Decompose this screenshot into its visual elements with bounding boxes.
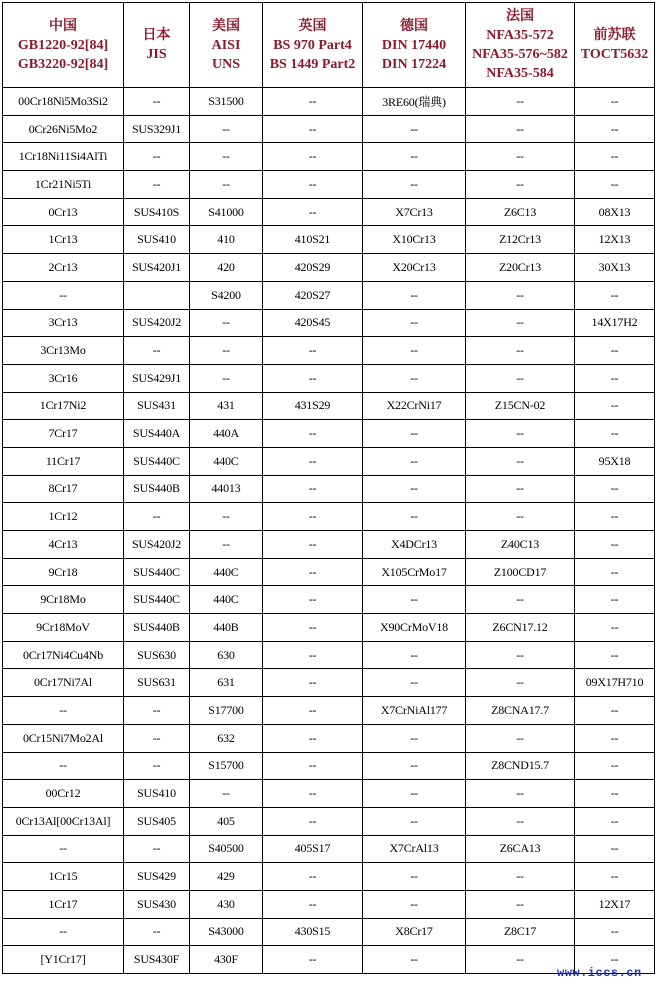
cell-germany: X105CrMo17	[363, 558, 466, 586]
cell-uk: --	[263, 475, 363, 503]
cell-china: 0Cr13Al[00Cr13Al]	[3, 807, 124, 835]
cell-uk: --	[263, 641, 363, 669]
cell-japan: SUS420J2	[124, 309, 190, 337]
cell-usa: 430	[190, 890, 263, 918]
cell-japan: SUS631	[124, 669, 190, 697]
cell-germany: --	[363, 780, 466, 808]
cell-usa: S40500	[190, 835, 263, 863]
cell-china: 0Cr17Ni7Al	[3, 669, 124, 697]
cell-ussr: --	[575, 558, 655, 586]
cell-usa: 420	[190, 254, 263, 282]
site-watermark: www.iccs.cn	[557, 966, 642, 980]
cell-china: --	[3, 752, 124, 780]
cell-china: 0Cr15Ni7Mo2Al	[3, 724, 124, 752]
cell-france: --	[466, 807, 575, 835]
cell-japan	[124, 281, 190, 309]
cell-france: Z8CND15.7	[466, 752, 575, 780]
cell-germany: X8Cr17	[363, 918, 466, 946]
cell-usa: 440B	[190, 614, 263, 642]
header-usa: 美国 AISI UNS	[190, 3, 263, 88]
cell-japan: --	[124, 752, 190, 780]
cell-china: 8Cr17	[3, 475, 124, 503]
cell-uk: --	[263, 88, 363, 116]
table-row	[3, 337, 655, 365]
cell-ussr: --	[575, 115, 655, 143]
table-row	[3, 697, 655, 725]
cell-germany: --	[363, 890, 466, 918]
cell-china: 1Cr21Ni5Ti	[3, 171, 124, 199]
cell-uk: --	[263, 171, 363, 199]
table-row	[3, 863, 655, 891]
cell-france: Z100CD17	[466, 558, 575, 586]
cell-japan: --	[124, 918, 190, 946]
cell-japan: SUS431	[124, 392, 190, 420]
cell-china: 2Cr13	[3, 254, 124, 282]
cell-uk: --	[263, 669, 363, 697]
cell-usa: 44013	[190, 475, 263, 503]
cell-usa: 440C	[190, 586, 263, 614]
cell-china: 11Cr17	[3, 447, 124, 475]
cell-uk: --	[263, 614, 363, 642]
table-row	[3, 918, 655, 946]
table-row	[3, 420, 655, 448]
cell-japan: --	[124, 171, 190, 199]
cell-ussr: 09X17H710	[575, 669, 655, 697]
header-uk: 英国 BS 970 Part4 BS 1449 Part2	[263, 3, 363, 88]
cell-germany: X90CrMoV18	[363, 614, 466, 642]
cell-china: 0Cr13	[3, 198, 124, 226]
cell-usa: 630	[190, 641, 263, 669]
cell-uk: --	[263, 780, 363, 808]
cell-uk: 420S29	[263, 254, 363, 282]
header-japan: 日本 JIS	[124, 3, 190, 88]
cell-china: 1Cr15	[3, 863, 124, 891]
table-row	[3, 835, 655, 863]
cell-ussr: --	[575, 586, 655, 614]
cell-uk: --	[263, 503, 363, 531]
cell-france: Z40C13	[466, 531, 575, 559]
cell-usa: 440C	[190, 558, 263, 586]
cell-uk: --	[263, 807, 363, 835]
table-row	[3, 115, 655, 143]
cell-japan: SUS440C	[124, 558, 190, 586]
cell-japan: SUS420J2	[124, 531, 190, 559]
cell-france: Z15CN-02	[466, 392, 575, 420]
cell-ussr: --	[575, 697, 655, 725]
cell-ussr: --	[575, 475, 655, 503]
cell-japan: SUS329J1	[124, 115, 190, 143]
cell-germany: --	[363, 115, 466, 143]
cell-uk: --	[263, 447, 363, 475]
cell-china: 00Cr12	[3, 780, 124, 808]
table-row	[3, 807, 655, 835]
cell-china: 0Cr17Ni4Cu4Nb	[3, 641, 124, 669]
cell-ussr: --	[575, 364, 655, 392]
cell-usa: --	[190, 364, 263, 392]
cell-china: 1Cr12	[3, 503, 124, 531]
cell-france: --	[466, 88, 575, 116]
cell-france: --	[466, 281, 575, 309]
cell-germany: --	[363, 586, 466, 614]
cell-china: 1Cr13	[3, 226, 124, 254]
cell-japan: --	[124, 724, 190, 752]
cell-usa: 440A	[190, 420, 263, 448]
cell-japan: --	[124, 697, 190, 725]
table-row	[3, 614, 655, 642]
cell-ussr: 12X17	[575, 890, 655, 918]
cell-france: --	[466, 724, 575, 752]
cell-china: [Y1Cr17]	[3, 946, 124, 974]
cell-ussr: --	[575, 614, 655, 642]
cell-china: 0Cr26Ni5Mo2	[3, 115, 124, 143]
cell-ussr: --	[575, 724, 655, 752]
cell-uk: --	[263, 364, 363, 392]
header-ussr: 前苏联 TOCT5632	[575, 3, 655, 88]
cell-japan: --	[124, 835, 190, 863]
table-row	[3, 447, 655, 475]
cell-france: Z6CA13	[466, 835, 575, 863]
cell-japan: --	[124, 503, 190, 531]
cell-usa: S4200	[190, 281, 263, 309]
cell-uk: --	[263, 420, 363, 448]
cell-usa: --	[190, 337, 263, 365]
table-row	[3, 780, 655, 808]
cell-japan: SUS440A	[124, 420, 190, 448]
cell-ussr: --	[575, 531, 655, 559]
cell-germany: X7CrNiAl177	[363, 697, 466, 725]
table-row	[3, 475, 655, 503]
cell-ussr: 12X13	[575, 226, 655, 254]
cell-ussr: 08X13	[575, 198, 655, 226]
cell-uk: --	[263, 946, 363, 974]
cell-ussr: 30X13	[575, 254, 655, 282]
cell-ussr: 14X17H2	[575, 309, 655, 337]
cell-germany: X20Cr13	[363, 254, 466, 282]
cell-germany: --	[363, 503, 466, 531]
cell-france: Z12Cr13	[466, 226, 575, 254]
cell-france: --	[466, 475, 575, 503]
table-row	[3, 531, 655, 559]
cell-ussr: --	[575, 752, 655, 780]
table-row	[3, 890, 655, 918]
cell-usa: --	[190, 531, 263, 559]
table-row	[3, 281, 655, 309]
table-row	[3, 558, 655, 586]
cell-japan: --	[124, 143, 190, 171]
cell-ussr: --	[575, 143, 655, 171]
cell-china: --	[3, 697, 124, 725]
table-row	[3, 254, 655, 282]
cell-uk: 430S15	[263, 918, 363, 946]
cell-uk: --	[263, 752, 363, 780]
table-row	[3, 669, 655, 697]
cell-china: 9Cr18Mo	[3, 586, 124, 614]
cell-ussr: --	[575, 780, 655, 808]
cell-japan: SUS440B	[124, 475, 190, 503]
table-row	[3, 171, 655, 199]
cell-germany: --	[363, 281, 466, 309]
cell-france: --	[466, 863, 575, 891]
cell-china: 4Cr13	[3, 531, 124, 559]
cell-japan: SUS440C	[124, 586, 190, 614]
cell-japan: SUS429	[124, 863, 190, 891]
cell-china: 3Cr13	[3, 309, 124, 337]
table-row	[3, 724, 655, 752]
cell-japan: SUS420J1	[124, 254, 190, 282]
cell-germany: --	[363, 641, 466, 669]
cell-ussr: --	[575, 420, 655, 448]
cell-ussr: --	[575, 503, 655, 531]
cell-usa: --	[190, 309, 263, 337]
cell-germany: --	[363, 752, 466, 780]
table-row	[3, 88, 655, 116]
cell-germany: X4DCr13	[363, 531, 466, 559]
cell-uk: --	[263, 863, 363, 891]
cell-uk: --	[263, 586, 363, 614]
cell-germany: --	[363, 946, 466, 974]
cell-germany: --	[363, 171, 466, 199]
cell-usa: S41000	[190, 198, 263, 226]
cell-uk: --	[263, 697, 363, 725]
cell-usa: 410	[190, 226, 263, 254]
cell-germany: X7Cr13	[363, 198, 466, 226]
table-row	[3, 309, 655, 337]
cell-france: --	[466, 420, 575, 448]
cell-usa: 632	[190, 724, 263, 752]
cell-france: --	[466, 143, 575, 171]
cell-uk: --	[263, 198, 363, 226]
cell-usa: 440C	[190, 447, 263, 475]
cell-france: --	[466, 309, 575, 337]
cell-france: Z6CN17.12	[466, 614, 575, 642]
cell-uk: --	[263, 558, 363, 586]
cell-japan: SUS410S	[124, 198, 190, 226]
cell-japan: SUS430F	[124, 946, 190, 974]
cell-japan: SUS630	[124, 641, 190, 669]
cell-uk: --	[263, 724, 363, 752]
cell-ussr: 95X18	[575, 447, 655, 475]
cell-ussr: --	[575, 807, 655, 835]
cell-usa: --	[190, 115, 263, 143]
cell-germany: --	[363, 475, 466, 503]
cell-ussr: --	[575, 88, 655, 116]
cell-france: --	[466, 780, 575, 808]
cell-china: 7Cr17	[3, 420, 124, 448]
cell-japan: SUS440B	[124, 614, 190, 642]
cell-china: 1Cr17Ni2	[3, 392, 124, 420]
cell-usa: S31500	[190, 88, 263, 116]
table-row	[3, 143, 655, 171]
cell-usa: 430F	[190, 946, 263, 974]
cell-france: --	[466, 447, 575, 475]
cell-uk: 420S27	[263, 281, 363, 309]
cell-france: Z6C13	[466, 198, 575, 226]
cell-germany: --	[363, 337, 466, 365]
cell-uk: --	[263, 337, 363, 365]
cell-france: --	[466, 641, 575, 669]
cell-usa: S43000	[190, 918, 263, 946]
cell-uk: --	[263, 143, 363, 171]
table-row	[3, 641, 655, 669]
cell-germany: X7CrAl13	[363, 835, 466, 863]
cell-usa: 431	[190, 392, 263, 420]
cell-france: --	[466, 171, 575, 199]
cell-uk: 410S21	[263, 226, 363, 254]
cell-ussr: --	[575, 337, 655, 365]
cell-usa: 631	[190, 669, 263, 697]
cell-france: --	[466, 364, 575, 392]
cell-china: --	[3, 281, 124, 309]
table-row	[3, 392, 655, 420]
cell-usa: --	[190, 780, 263, 808]
cell-uk: --	[263, 890, 363, 918]
cell-ussr: --	[575, 281, 655, 309]
cell-ussr: --	[575, 863, 655, 891]
cell-germany: --	[363, 143, 466, 171]
steel-grade-comparison-table	[2, 2, 655, 974]
cell-france: --	[466, 946, 575, 974]
cell-germany: --	[363, 807, 466, 835]
table-row	[3, 503, 655, 531]
cell-china: 1Cr18Ni11Si4AlTi	[3, 143, 124, 171]
cell-usa: 429	[190, 863, 263, 891]
cell-china: 00Cr18Ni5Mo3Si2	[3, 88, 124, 116]
cell-germany: --	[363, 420, 466, 448]
header-china: 中国 GB1220-92[84] GB3220-92[84]	[3, 3, 124, 88]
cell-france: Z8C17	[466, 918, 575, 946]
cell-usa: --	[190, 143, 263, 171]
cell-japan: --	[124, 88, 190, 116]
cell-ussr: --	[575, 835, 655, 863]
cell-france: --	[466, 669, 575, 697]
cell-usa: --	[190, 503, 263, 531]
cell-germany: X22CrNi17	[363, 392, 466, 420]
cell-germany: --	[363, 724, 466, 752]
cell-germany: --	[363, 447, 466, 475]
cell-china: 9Cr18MoV	[3, 614, 124, 642]
cell-uk: 420S45	[263, 309, 363, 337]
cell-germany: --	[363, 309, 466, 337]
cell-china: 1Cr17	[3, 890, 124, 918]
cell-china: 9Cr18	[3, 558, 124, 586]
header-row	[3, 3, 655, 88]
cell-france: --	[466, 337, 575, 365]
cell-france: --	[466, 115, 575, 143]
table-row	[3, 752, 655, 780]
cell-germany: --	[363, 669, 466, 697]
table-row	[3, 364, 655, 392]
cell-uk: --	[263, 531, 363, 559]
cell-ussr: --	[575, 946, 655, 974]
cell-ussr: --	[575, 392, 655, 420]
cell-usa: 405	[190, 807, 263, 835]
cell-japan: SUS405	[124, 807, 190, 835]
table-row	[3, 226, 655, 254]
cell-germany: 3RE60(瑞典)	[363, 88, 466, 116]
cell-germany: X10Cr13	[363, 226, 466, 254]
cell-france: --	[466, 890, 575, 918]
cell-japan: SUS430	[124, 890, 190, 918]
cell-uk: --	[263, 115, 363, 143]
cell-usa: --	[190, 171, 263, 199]
cell-uk: 405S17	[263, 835, 363, 863]
cell-china: --	[3, 835, 124, 863]
header-germany: 德国 DIN 17440 DIN 17224	[363, 3, 466, 88]
cell-germany: --	[363, 364, 466, 392]
cell-ussr: --	[575, 641, 655, 669]
cell-ussr: --	[575, 918, 655, 946]
table-row	[3, 586, 655, 614]
cell-japan: SUS429J1	[124, 364, 190, 392]
cell-china: 3Cr16	[3, 364, 124, 392]
cell-france: --	[466, 503, 575, 531]
cell-france: Z8CNA17.7	[466, 697, 575, 725]
cell-ussr: --	[575, 171, 655, 199]
table-row	[3, 198, 655, 226]
cell-japan: SUS410	[124, 226, 190, 254]
cell-china: --	[3, 918, 124, 946]
cell-usa: S15700	[190, 752, 263, 780]
cell-france: --	[466, 586, 575, 614]
cell-japan: SUS440C	[124, 447, 190, 475]
cell-france: Z20Cr13	[466, 254, 575, 282]
cell-japan: SUS410	[124, 780, 190, 808]
cell-china: 3Cr13Mo	[3, 337, 124, 365]
table-body	[3, 88, 655, 974]
cell-usa: S17700	[190, 697, 263, 725]
cell-uk: 431S29	[263, 392, 363, 420]
cell-japan: --	[124, 337, 190, 365]
cell-germany: --	[363, 863, 466, 891]
header-france: 法国 NFA35-572 NFA35-576~582 NFA35-584	[466, 3, 575, 88]
